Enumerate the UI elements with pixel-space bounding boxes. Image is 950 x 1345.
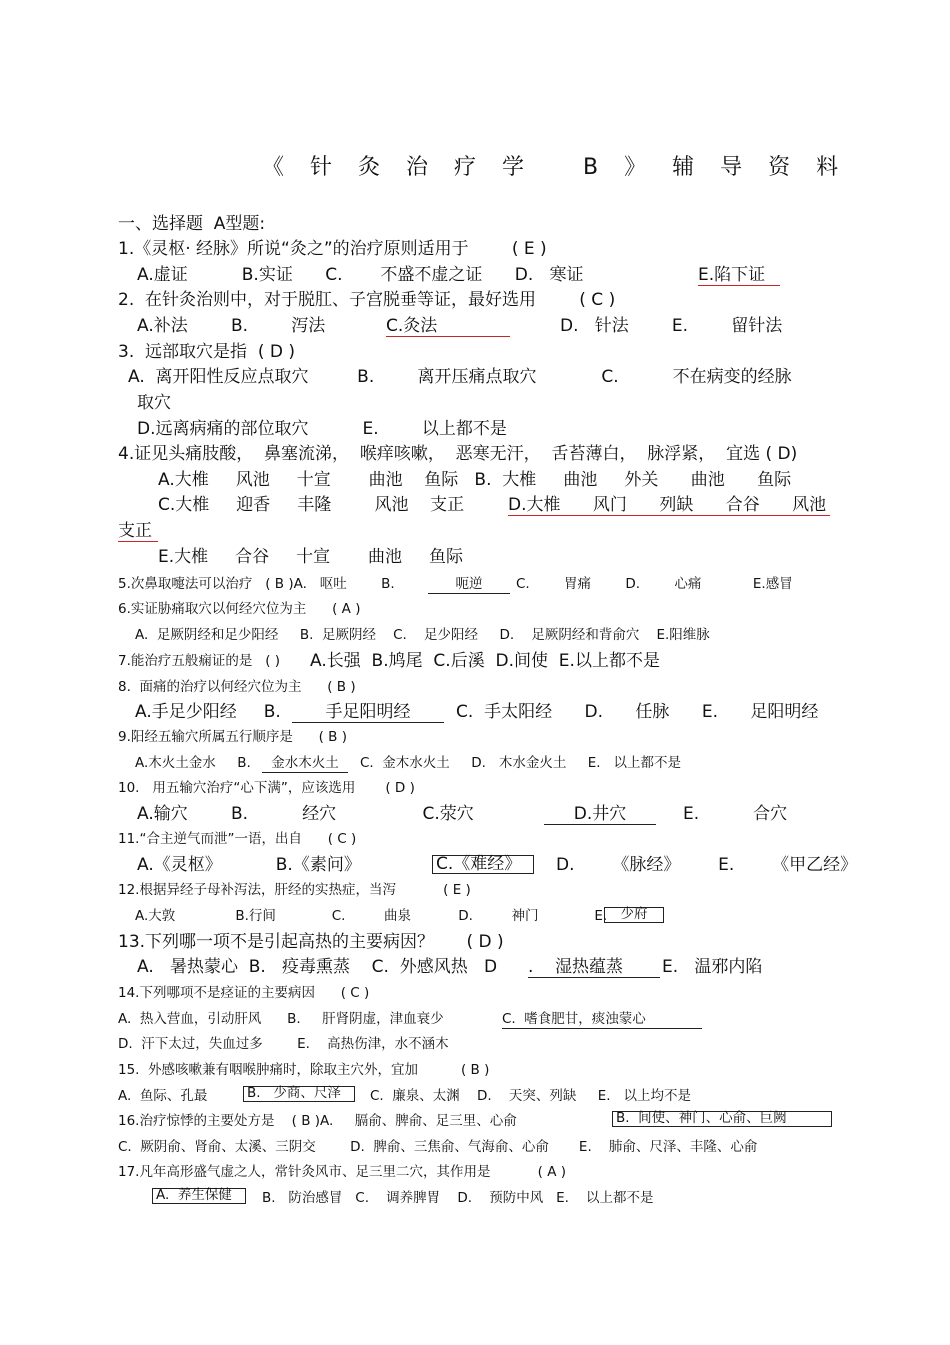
q4-option-c: C.大椎 迎香 丰隆 风池 支正	[158, 495, 465, 515]
q17-answer-boxed: A. 养生保健	[152, 1188, 246, 1204]
question-8: 8. 面痛的治疗以何经穴位为主 ( B )	[118, 679, 356, 695]
q12-options: A.大敦 B.行间 C. 曲泉 D. 神门 E.	[135, 908, 608, 924]
q9-answer-underlined: 金水木火土	[262, 757, 348, 773]
q14-answer-underlined: C. 嗜食肥甘，痰浊蒙心	[502, 1013, 702, 1029]
q8-options-rest: C. 手太阳经 D. 任脉 E. 足阳明经	[456, 702, 819, 722]
question-11: 11.“合主逆气而泄”一语，出自 ( C )	[118, 831, 357, 847]
q5-answer-underlined: 呃逆	[428, 578, 510, 594]
q2-options-a-b: A.补法 B. 泻法	[137, 316, 326, 336]
q15-answer-boxed: B. 少商、尺泽	[243, 1086, 355, 1102]
q6-options: A. 足厥阴经和足少阳经 B. 足厥阴经 C. 足少阳经 D. 足厥阴经和背俞穴 E.阳维脉	[135, 627, 710, 643]
question-15: 15. 外感咳嗽兼有咽喉肿痛时，除取主穴外，宜加 ( B )	[118, 1062, 490, 1078]
q2-answer-underlined: C.灸法	[386, 318, 510, 337]
q14-options-d-e: D. 汗下太过，失血过多 E. 高热伤津，水不涵木	[118, 1036, 449, 1052]
q9-options-rest: C. 金木水火土 D. 木水金火土 E. 以上都不是	[360, 755, 681, 771]
q4-option-e: E.大椎 合谷 十宣 曲池 鱼际	[158, 547, 464, 567]
q5-options-rest: C. 胃痛 D. 心痛 E.感冒	[516, 576, 793, 592]
q4-answer-cont: 支正	[118, 523, 158, 542]
question-10: 10. 用五输穴治疗“心下满”，应该选用 ( D )	[118, 780, 415, 796]
q4-answer-underlined: D.大椎 风门 列缺 合谷 风池	[508, 497, 830, 516]
q11-options-a-b: A.《灵枢》 B.《素问》	[137, 855, 361, 875]
q13-options-a-d: A. 暑热蒙心 B. 疫毒熏蒸 C. 外感风热 D	[137, 957, 498, 977]
q3-options: A. 离开阳性反应点取穴 B. 离开压痛点取穴 C. 不在病变的经脉	[128, 367, 792, 387]
question-5: 5.次鼻取嚏法可以治疗 ( B )A. 呕吐 B.	[118, 576, 395, 592]
q10-option-e: E. 合穴	[683, 804, 788, 824]
q8-answer-underlined: 手足阳明经	[292, 704, 444, 723]
q4-options-a-b: A.大椎 风池 十宣 曲池 鱼际 B. 大椎 曲池 外关 曲池 鱼际	[158, 470, 792, 490]
q8-options-a-b: A.手足少阳经 B.	[135, 702, 281, 722]
q11-answer-boxed: C.《难经》	[432, 855, 534, 874]
q1-answer-underlined: E.陷下证	[698, 267, 780, 286]
question-1: 1.《灵枢· 经脉》所说“灸之”的治疗原则适用于 ( E )	[118, 239, 547, 259]
q15-option-a: A. 鱼际、孔最	[118, 1088, 208, 1104]
q3-options-d-e: D.远离病痛的部位取穴 E. 以上都不是	[137, 419, 507, 439]
question-2: 2. 在针灸治则中，对于脱肛、子宫脱垂等证，最好选用 ( C )	[118, 290, 616, 310]
question-12: 12.根据异经子母补泻法，肝经的实热症，当泻 ( E )	[118, 882, 471, 898]
question-4: 4.证见头痛肢酸， 鼻塞流涕， 喉痒咳嗽， 恶寒无汗， 舌苔薄白， 脉浮紧， 宜选 ( D)	[118, 444, 798, 464]
question-13: 13.下列哪一项不是引起高热的主要病因？ ( D )	[118, 932, 504, 952]
question-7: 7.能治疗五般痫证的是 ( )	[118, 653, 281, 669]
q16-answer-boxed: B. 间使、神门、心俞、巨阙	[612, 1111, 832, 1127]
q10-answer-underlined: D.井穴	[544, 806, 656, 825]
question-3: 3. 远部取穴是指 ( D )	[118, 342, 295, 362]
q15-options-rest: C. 廉泉、太渊 D. 天突、列缺 E. 以上均不是	[370, 1088, 691, 1104]
question-14: 14.下列哪项不是痉证的主要病因 ( C )	[118, 985, 370, 1001]
question-16: 16.治疗惊悸的主要处方是 ( B )A. 膈俞、脾俞、足三里、心俞	[118, 1113, 517, 1129]
q7-options: A.长强 B.鸠尾 C.后溪 D.间使 E.以上都不是	[310, 651, 660, 671]
document-title: 《针灸治疗学 B》辅导资料	[262, 155, 865, 180]
q14-options-a-b: A. 热入营血，引动肝风 B. 肝肾阴虚，津血衰少	[118, 1011, 444, 1027]
question-6: 6.实证胁痛取穴以何经穴位为主 ( A )	[118, 601, 361, 617]
q10-options-a-c: A.输穴 B. 经穴 C.荥穴	[137, 804, 474, 824]
section-heading: 一、选择题 A型题:	[118, 214, 266, 234]
q13-option-e: E. 温邪内陷	[662, 957, 763, 977]
question-9: 9.阳经五输穴所属五行顺序是 ( B )	[118, 729, 348, 745]
q17-options-rest: B. 防治感冒 C. 调养脾胃 D. 预防中风 E. 以上都不是	[262, 1190, 654, 1206]
q12-answer-boxed: 少府	[604, 907, 664, 923]
q16-options-c-e: C. 厥阴俞、肾俞、太溪、三阴交 D. 脾俞、三焦俞、气海俞、心俞 E. 肺俞、尺泽、丰隆、心俞	[118, 1139, 758, 1155]
q9-options-a-b: A.木火土金水 B.	[135, 755, 251, 771]
q2-options-d-e: D. 针法 E. 留针法	[560, 316, 783, 336]
q3-options-cont: 取穴	[137, 393, 171, 413]
q13-answer-underlined: . 湿热蕴蒸	[528, 959, 660, 978]
question-17: 17.凡年高形盛气虚之人，常针灸风市、足三里二穴，其作用是 ( A )	[118, 1164, 567, 1180]
q1-options: A.虚证 B.实证 C. 不盛不虚之证 D. 寒证	[137, 265, 584, 285]
q11-options-rest: D. 《脉经》 E. 《甲乙经》	[556, 855, 858, 875]
